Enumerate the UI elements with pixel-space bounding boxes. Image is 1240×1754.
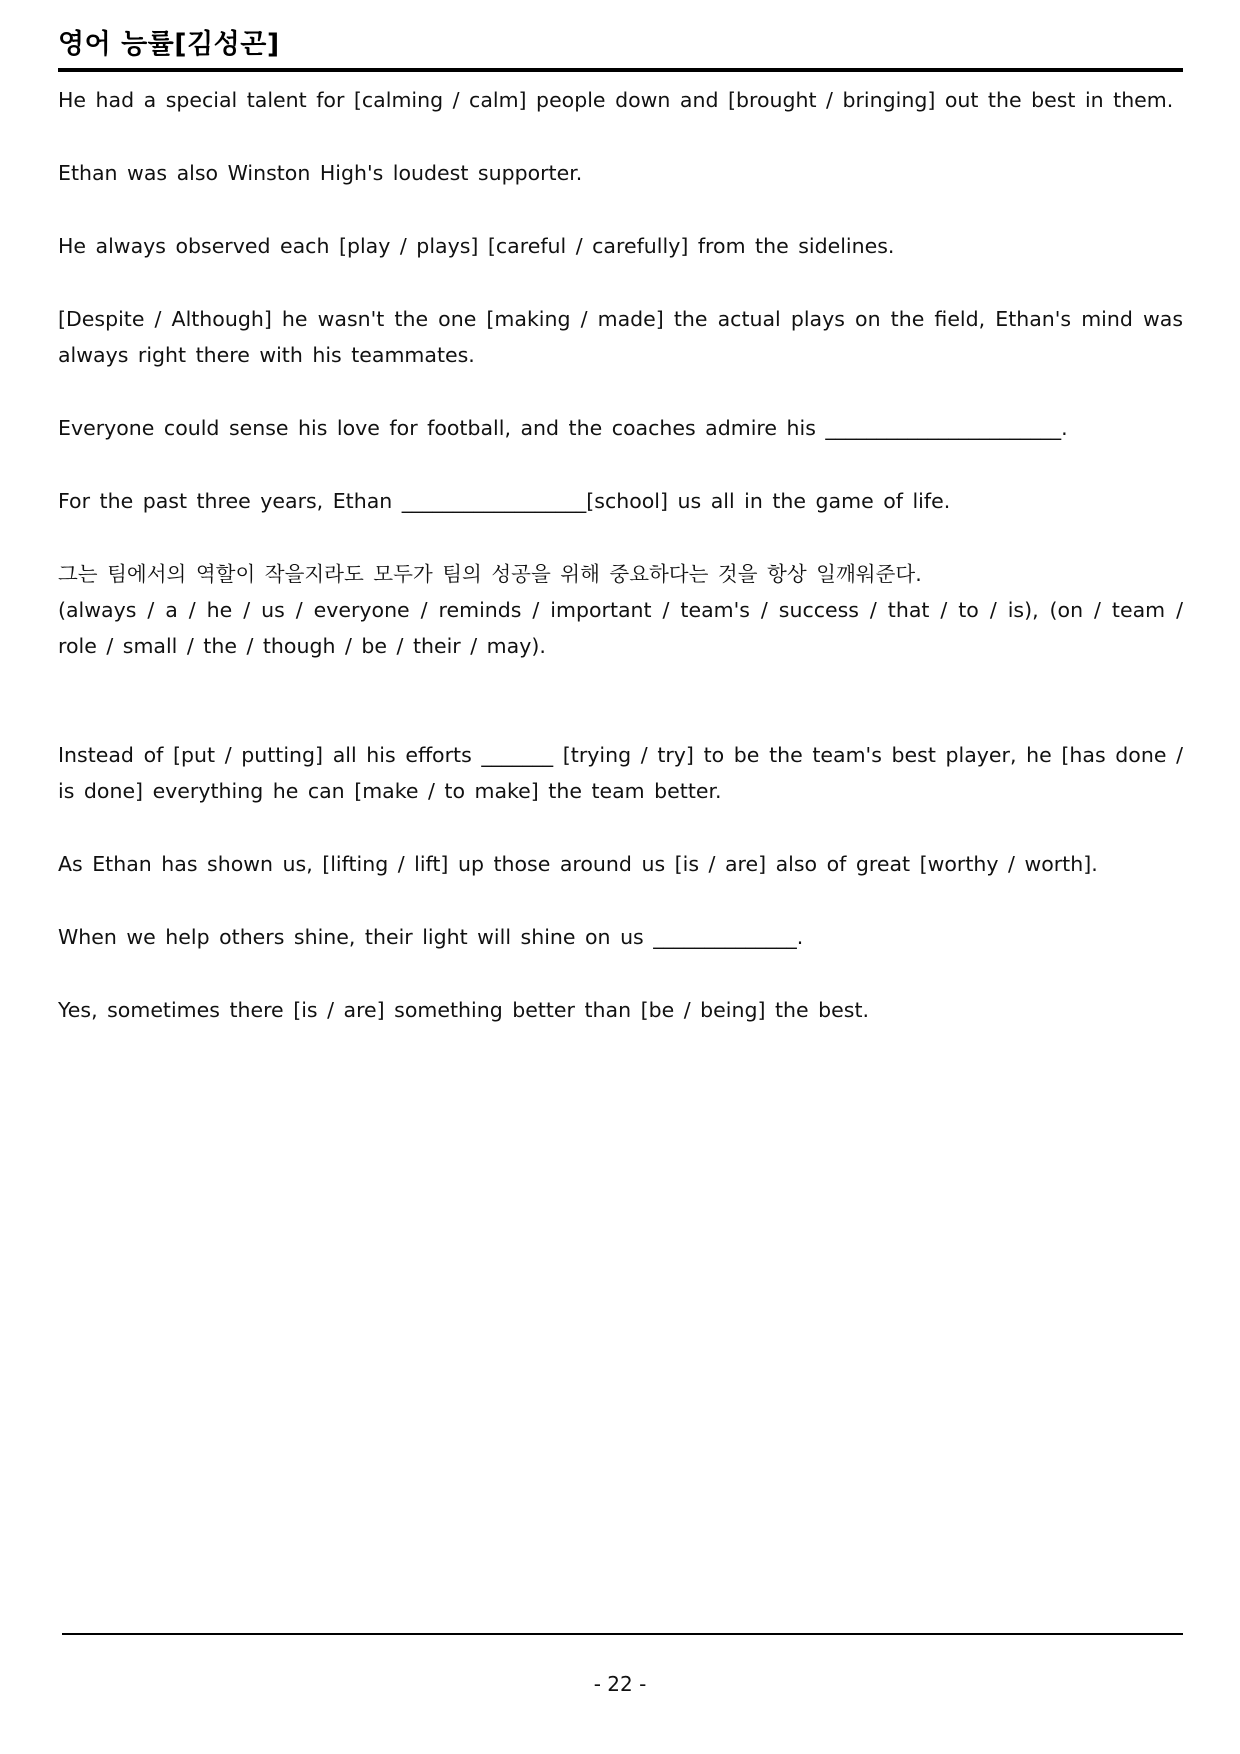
footer-divider [62, 1633, 1183, 1635]
exercise-sentence-10: Yes, sometimes there [is / are] something better than [be / being] the best. [58, 998, 870, 1022]
korean-translation-prompt: 그는 팀에서의 역할이 작을지라도 모두가 팀의 성공을 위해 중요하다는 것을 항상 일깨워준다. [58, 562, 922, 586]
exercise-sentence-4: [Despite / Although] he wasn't the one [making / made] the actual plays on the field, Ethan's mind was always right there with his teammates. [58, 307, 1183, 367]
exercise-content [58, 82, 1183, 1065]
header-divider [58, 68, 1183, 72]
exercise-sentence-1: He had a special talent for [calming / calm] people down and [brought / bringing] out the best in them. [58, 88, 1174, 112]
exercise-sentence-6: For the past three years, Ethan __________________[school] us all in the game of life. [58, 489, 951, 513]
exercise-sentence-2: Ethan was also Winston High's loudest supporter. [58, 161, 583, 185]
exercise-sentence-7: Instead of [put / putting] all his efforts _______ [trying / try] to be the team's best player, he [has done / is done] everything he can [make / to make] the team better. [58, 743, 1183, 803]
exercise-sentence-5: Everyone could sense his love for football, and the coaches admire his _______________________. [58, 416, 1068, 440]
exercise-sentence-8: As Ethan has shown us, [lifting / lift] up those around us [is / are] also of great [worthy / worth]. [58, 852, 1098, 876]
page-number: - 22 - [593, 1672, 647, 1696]
word-order-hint: (always / a / he / us / everyone / reminds / important / team's / success / that / to / is), (on / team / role / small / the / though / be / their / may). [58, 598, 1183, 658]
page-title: 영어 능률[김성곤] [58, 29, 280, 60]
exercise-sentence-9: When we help others shine, their light will shine on us ______________. [58, 925, 804, 949]
exercise-sentence-3: He always observed each [play / plays] [careful / carefully] from the sidelines. [58, 234, 895, 258]
